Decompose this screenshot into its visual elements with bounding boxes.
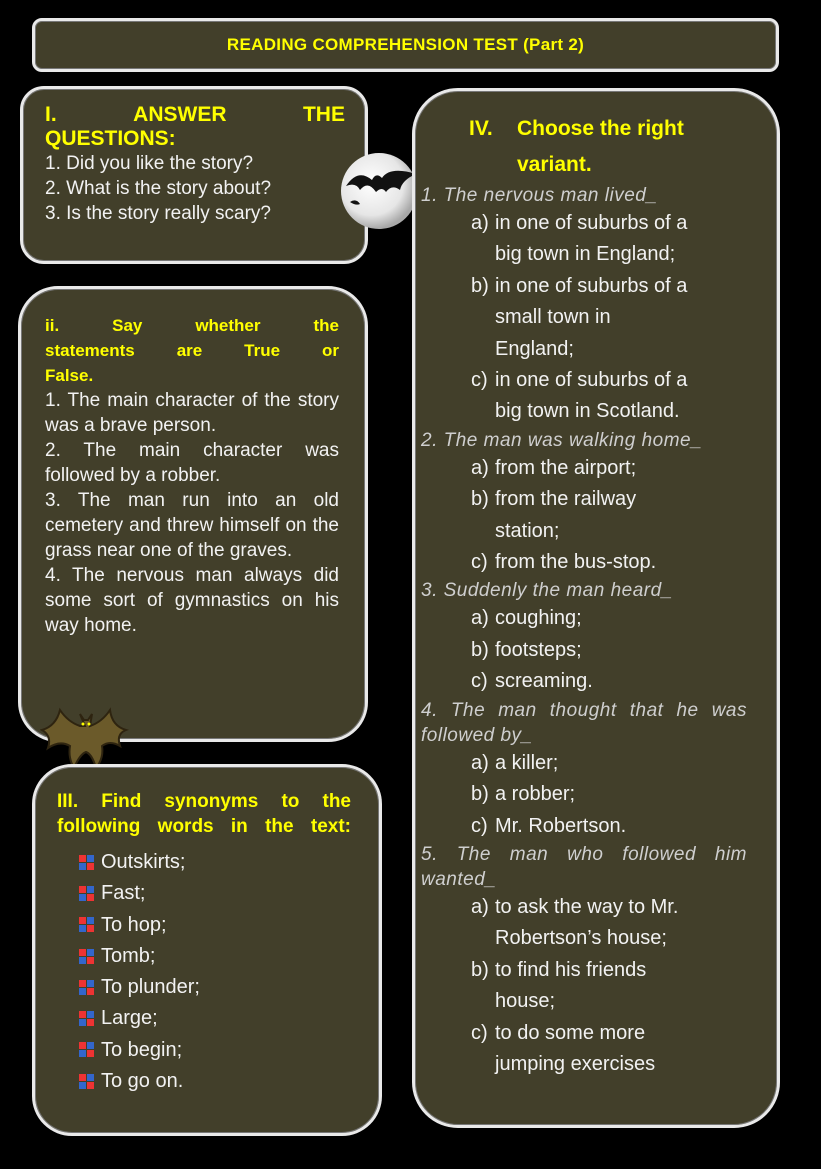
answer-option <box>471 666 747 697</box>
answer-option <box>471 748 747 779</box>
option-text <box>495 892 678 955</box>
synonym-word: To hop; <box>101 913 167 936</box>
option-text <box>495 547 656 578</box>
option-line: footsteps; <box>495 638 582 661</box>
option-letter: c) <box>471 369 488 392</box>
option-letter: b) <box>471 488 489 511</box>
synonym-word: Tomb; <box>101 944 156 967</box>
synonym-word: To plunder; <box>101 976 200 999</box>
section-answer-questions <box>20 86 368 264</box>
question-item: 2. What is the story about? <box>45 178 272 199</box>
synonym-word: To go on. <box>101 1070 184 1093</box>
heading-word: ANSWER <box>133 103 227 126</box>
question-text: 2. The man was walking home_ <box>421 429 703 451</box>
option-line: to find his friends <box>495 958 647 981</box>
option-letter: a) <box>471 895 489 918</box>
list-item <box>79 972 351 1003</box>
option-line: from the railway <box>495 488 637 511</box>
statement-item: 2. The main character was followed by a robber. <box>45 440 339 486</box>
option-text <box>495 453 636 484</box>
answer-option <box>471 955 747 1018</box>
question-text: 1. The nervous man lived_ <box>421 185 658 206</box>
option-line: a killer; <box>495 751 559 774</box>
page-title: READING COMPREHENSION TEST (Part 2) <box>226 35 585 54</box>
answer-option <box>471 484 747 547</box>
option-text <box>495 271 687 365</box>
heading-word: Say <box>112 316 143 335</box>
option-line: to do some more <box>495 1021 646 1044</box>
option-line: station; <box>495 519 560 542</box>
section1-heading <box>45 103 345 127</box>
synonym-word: Fast; <box>101 882 146 905</box>
option-text <box>495 365 687 428</box>
list-bullet-icon <box>79 1011 95 1027</box>
option-text <box>495 1018 655 1081</box>
option-text <box>495 635 582 666</box>
option-letter: b) <box>471 958 489 981</box>
answer-option <box>471 547 747 578</box>
heading-word: statements <box>45 341 135 360</box>
synonym-word: Outskirts; <box>101 851 186 873</box>
heading-word: are <box>176 341 203 360</box>
section-choose-variant <box>412 88 780 1128</box>
section-true-false <box>18 286 368 742</box>
heading-word: True <box>244 341 281 360</box>
answer-option <box>471 892 747 955</box>
option-letter: a) <box>471 607 489 630</box>
question-list <box>421 183 747 1080</box>
list-item <box>79 1035 351 1066</box>
option-text <box>495 666 593 697</box>
option-line: England; <box>495 337 574 360</box>
list-bullet-icon <box>79 886 95 902</box>
answer-option <box>471 453 747 484</box>
option-line: from the airport; <box>495 456 637 479</box>
statement-item: 1. The main character of the story was a brave person. <box>45 390 339 436</box>
question-text: 5. The man who followed him wanted_ <box>421 843 747 890</box>
option-text <box>495 748 558 779</box>
option-letter: c) <box>471 551 488 574</box>
answer-option <box>471 811 747 842</box>
list-item <box>79 847 351 878</box>
section2-heading-line3: False. <box>45 366 94 385</box>
option-letter: b) <box>471 274 489 297</box>
heading-word: I. <box>45 103 57 126</box>
question-text: 3. Suddenly the man heard_ <box>421 580 673 602</box>
option-line: coughing; <box>495 607 582 630</box>
section2-heading-line1 <box>45 313 339 338</box>
synonym-list <box>79 847 351 1097</box>
option-line: Robertson’s house; <box>495 927 667 950</box>
option-text <box>495 603 582 634</box>
question-item: 3. Is the story really scary? <box>45 203 271 224</box>
answer-option <box>471 779 747 810</box>
title-box <box>32 18 779 72</box>
option-letter: a) <box>471 751 489 774</box>
section1-heading-line2: QUESTIONS: <box>45 127 176 150</box>
heading-word: the <box>313 316 339 335</box>
heading-word: whether <box>195 316 261 335</box>
answer-option <box>471 603 747 634</box>
answer-option <box>471 271 747 365</box>
heading-word: THE <box>302 103 345 126</box>
option-line: in one of suburbs of a <box>495 274 688 297</box>
option-line: Mr. Robertson. <box>495 814 627 837</box>
option-line: screaming. <box>495 670 593 693</box>
list-bullet-icon <box>79 1074 95 1090</box>
option-letter: c) <box>471 814 488 837</box>
option-letter: b) <box>471 783 489 806</box>
list-item <box>79 941 351 972</box>
moon-bat-icon <box>338 150 420 232</box>
section-synonyms <box>32 764 382 1136</box>
option-letter: a) <box>471 212 489 234</box>
list-item <box>79 1003 351 1034</box>
option-letter: c) <box>471 1021 488 1044</box>
question-text: 4. The man thought that he was followed by_ <box>421 699 747 746</box>
section4-heading <box>443 111 747 147</box>
answer-option <box>471 635 747 666</box>
section2-heading-line2 <box>45 338 339 363</box>
option-letter: c) <box>471 670 488 693</box>
option-letter: a) <box>471 456 489 479</box>
list-bullet-icon <box>79 855 95 871</box>
list-item <box>79 878 351 909</box>
list-bullet-icon <box>79 980 95 996</box>
option-line: a robber; <box>495 783 576 806</box>
option-line: in one of suburbs of a <box>495 212 688 234</box>
heading-line: Choose the right <box>517 117 684 140</box>
statement-item: 3. The man run into an old cemetery and threw himself on the grass near one of the graves. <box>45 490 339 561</box>
option-line: big town in England; <box>495 243 676 266</box>
option-line: big town in Scotland. <box>495 400 680 423</box>
option-line: house; <box>495 990 556 1013</box>
option-text <box>495 779 575 810</box>
option-letter: b) <box>471 638 489 661</box>
option-line: jumping exercises <box>495 1052 656 1075</box>
answer-option <box>471 208 747 271</box>
list-item <box>79 1066 351 1097</box>
option-line: in one of suburbs of a <box>495 369 688 392</box>
option-text <box>495 484 636 547</box>
option-line: small town in <box>495 306 611 329</box>
statement-item: 4. The nervous man always did some sort of gymnastics on his way home. <box>45 565 339 636</box>
answer-option <box>471 365 747 428</box>
list-item <box>79 910 351 941</box>
synonym-word: Large; <box>101 1007 158 1030</box>
list-bullet-icon <box>79 917 95 933</box>
option-text <box>495 955 646 1018</box>
heading-word: or <box>321 341 339 360</box>
section-number: IV. <box>469 117 493 140</box>
section3-heading: III. Find synonyms to the following words in the text: <box>57 791 351 837</box>
list-bullet-icon <box>79 949 95 965</box>
answer-option <box>471 1018 747 1081</box>
section4-heading-line2: variant. <box>517 153 592 176</box>
option-text <box>495 208 687 271</box>
synonym-word: To begin; <box>101 1038 183 1061</box>
option-line: from the bus-stop. <box>495 551 657 574</box>
question-item: 1. Did you like the story? <box>45 153 254 174</box>
option-text <box>495 811 626 842</box>
list-bullet-icon <box>79 1042 95 1058</box>
option-line: to ask the way to Mr. <box>495 895 679 918</box>
heading-word: ii. <box>45 316 60 335</box>
